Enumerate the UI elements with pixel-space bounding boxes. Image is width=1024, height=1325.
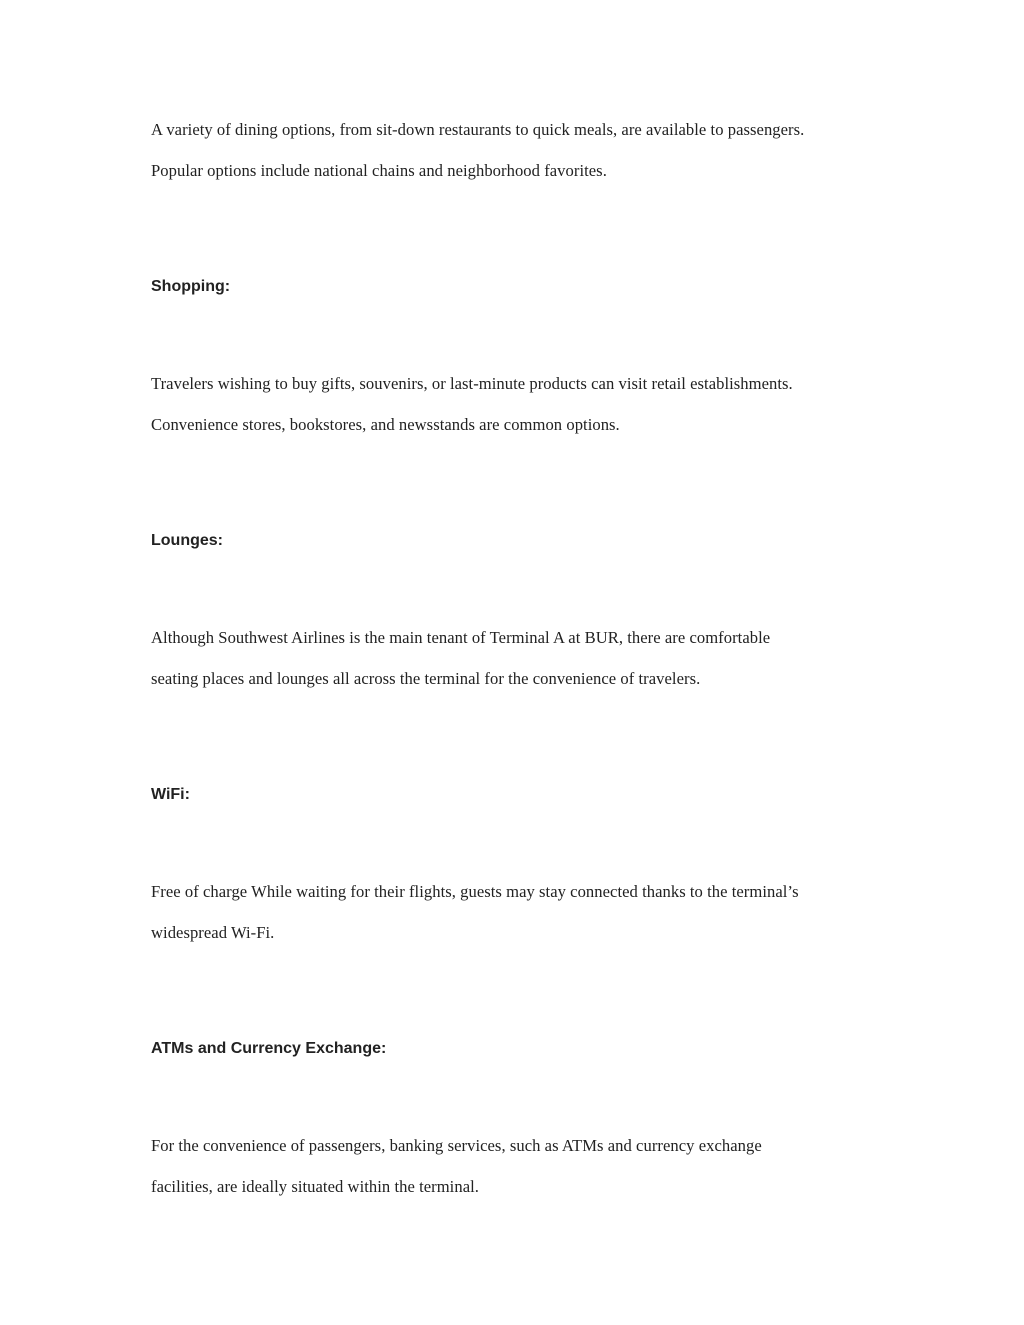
wifi-paragraph-line-1: Free of charge While waiting for their flights, guests may stay connected thanks to the terminal’s (151, 882, 799, 901)
shopping-paragraph-line-1: Travelers wishing to buy gifts, souvenirs, or last-minute products can visit retail establishments. (151, 374, 793, 393)
dining-paragraph-line-1: A variety of dining options, from sit-down restaurants to quick meals, are available to passengers. (151, 120, 805, 139)
lounges-paragraph-line-2: seating places and lounges all across the terminal for the convenience of travelers. (151, 669, 701, 688)
shopping-heading: Shopping: (151, 278, 231, 295)
wifi-heading: WiFi: (151, 786, 190, 803)
lounges-heading: Lounges: (151, 532, 223, 549)
wifi-paragraph-line-2: widespread Wi-Fi. (151, 923, 275, 942)
shopping-paragraph-line-2: Convenience stores, bookstores, and newsstands are common options. (151, 415, 620, 434)
atms-heading: ATMs and Currency Exchange: (151, 1040, 387, 1057)
atms-paragraph-line-1: For the convenience of passengers, banking services, such as ATMs and currency exchange (151, 1136, 762, 1155)
dining-paragraph-line-2: Popular options include national chains and neighborhood favorites. (151, 161, 607, 180)
atms-paragraph-line-2: facilities, are ideally situated within the terminal. (151, 1177, 479, 1196)
lounges-paragraph-line-1: Although Southwest Airlines is the main tenant of Terminal A at BUR, there are comfortable (151, 628, 771, 647)
